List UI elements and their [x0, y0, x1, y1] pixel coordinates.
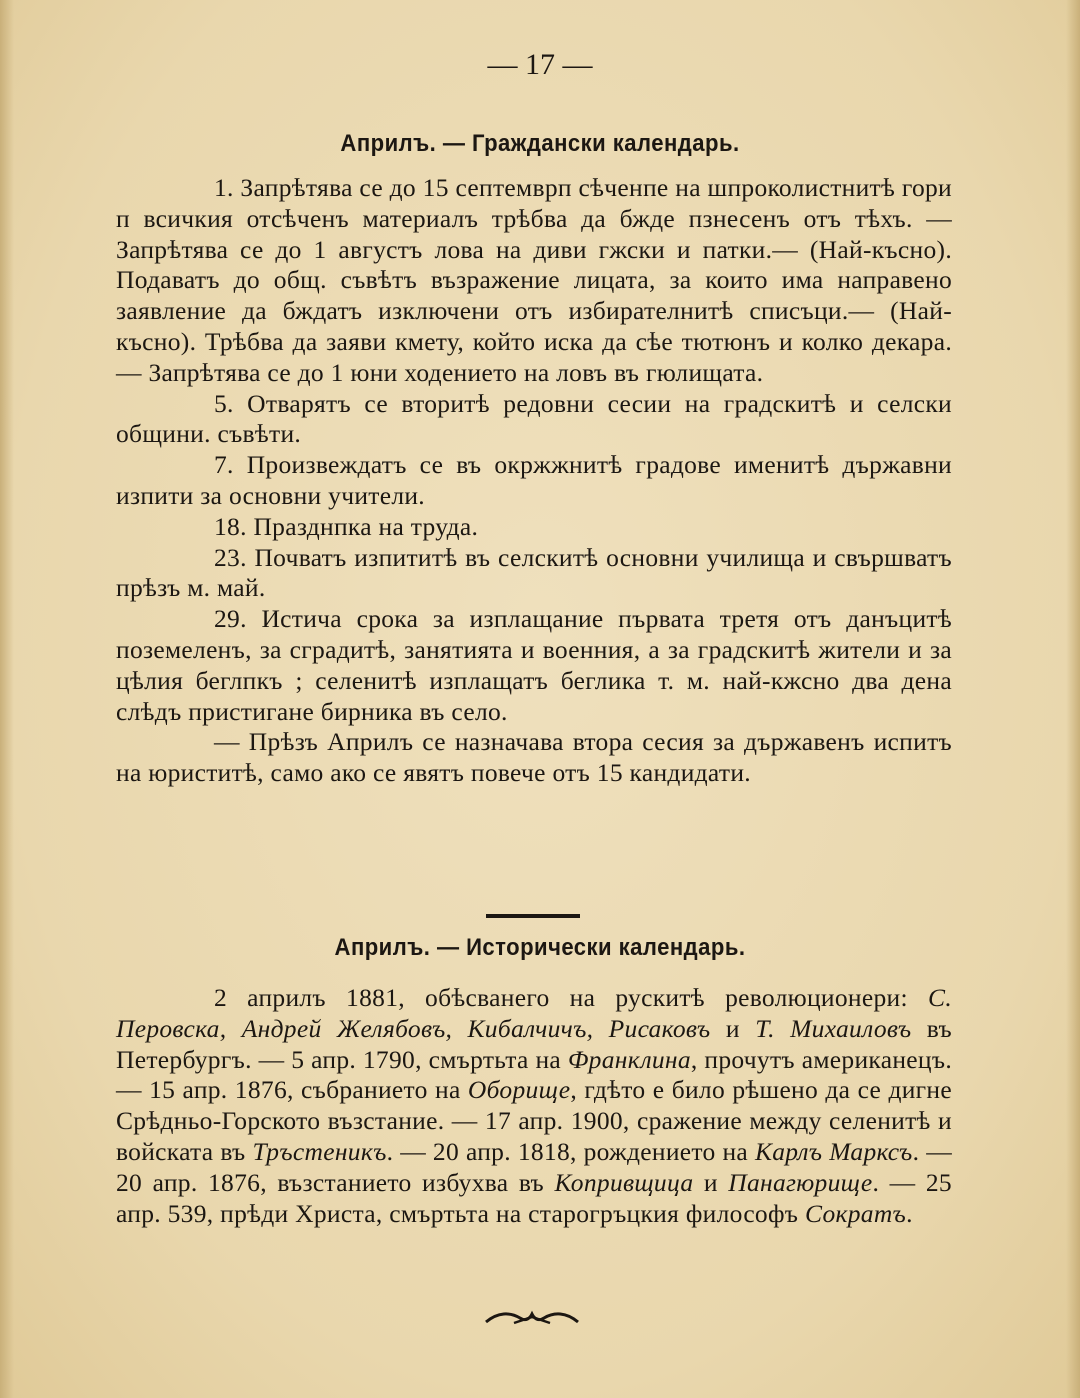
place-koprivshtitsa: Копривщица: [554, 1167, 694, 1197]
text-segment: . — 25 апр. 539, прѣди Христа, смъртьта на старогръцкия философъ: [116, 1167, 952, 1228]
civil-paragraph-note: — Прѣзъ Априлъ се назначава втора сесия за държавенъ испитъ на юриститѣ, само ако се явятъ повече отъ 15 кандидати.: [116, 727, 952, 788]
civil-paragraph-5: 5. Отварятъ се вторитѣ редовни сесии на градскитѣ и селски общини. съвѣти.: [116, 388, 952, 449]
section-divider: [486, 914, 580, 918]
name-marx: Карлъ Марксъ: [754, 1136, 913, 1166]
text-segment: . — 20 апр. 1818, рождението на: [386, 1136, 755, 1166]
name-socrates: Сократъ: [804, 1198, 907, 1228]
end-ornament-icon: [484, 1308, 580, 1328]
page-number: — 17 —: [487, 48, 593, 81]
civil-calendar-body: [116, 173, 952, 789]
revolutionaries-names: С. Перовска, Андрей Желябовъ, Кибалчичъ, Рисаковъ: [116, 983, 952, 1043]
text-segment: 2 априлъ 1881, обѣсванего на рускитѣ революционери:: [214, 983, 929, 1012]
civil-paragraph-23: 23. Почватъ изпититѣ въ селскитѣ основни училища и свършватъ прѣзъ м. май.: [116, 542, 952, 603]
historical-calendar-heading: Априлъ. — Исторически календарь.: [334, 934, 746, 961]
text-segment: , прочутъ американецъ.— 15 апр. 1876, събранието на: [116, 1044, 953, 1105]
civil-paragraph-29: 29. Истича срока за изплащание първата третя отъ данъцитѣ поземеленъ, за сградитѣ, занятията и военния, а за градскитѣ жители и за цѣлия беглпкъ ; селенитѣ изплащатъ беглика т. м. най-кжсно два дена слѣдъ пристигане бирника въ село.: [116, 604, 952, 726]
civil-paragraph-7: 7. Произвеждатъ се въ окржжнитѣ градове именитѣ държавни изпити за основни учители.: [116, 450, 952, 510]
text-segment: и: [710, 1013, 756, 1043]
text-segment: . — 20 апр. 1876, възстанието избухва въ: [116, 1136, 952, 1197]
text-segment: , гдѣто е било рѣшено да се дигне Срѣдньо-Горското възстание. — 17 апр. 1900, сражение между селенитѣ и войската въ: [116, 1075, 952, 1166]
text-segment: въ Петербургъ. — 5 апр. 1790, смъртьта на: [116, 1013, 953, 1074]
civil-paragraph-1: 1. Запрѣтява се до 15 септемврп сѣченпе на шпроколистнитѣ гори п всичкия отсѣченъ материалъ трѣбва да бжде пзнесенъ отъ тѣхъ. — Запрѣтява се до 1 августъ лова на диви гжски и патки.— (Най-късно). Подаватъ до общ. съвѣтъ възражение лицата, за които има направено заявление да бждатъ изключени отъ избирателнитѣ списъци.— (Най-късно). Трѣбва да заяви кмету, който иска да сѣе тютюнъ и колко декара. — Запрѣтява се до 1 юни ходението на ловъ въ гюлищата.: [116, 173, 952, 387]
historical-calendar-body: [116, 983, 952, 1229]
civil-paragraph-18: 18. Празднпка на труда.: [214, 511, 479, 541]
place-panagyurishte: Панагюрище: [728, 1167, 873, 1197]
historical-paragraph: [116, 983, 952, 1229]
name-franklin: Франклина: [567, 1044, 691, 1074]
text-segment: .: [906, 1198, 913, 1228]
page-edge-right: [1066, 0, 1080, 1398]
place-trastenik: Тръстеникъ: [252, 1136, 387, 1166]
place-oborishte: Оборище: [467, 1075, 571, 1105]
name-mihailov: Т. Михаиловъ: [755, 1013, 912, 1043]
civil-calendar-heading: Априлъ. — Граждански календарь.: [340, 130, 740, 157]
text-segment: и: [693, 1167, 729, 1197]
page-edge-left: [0, 0, 14, 1398]
